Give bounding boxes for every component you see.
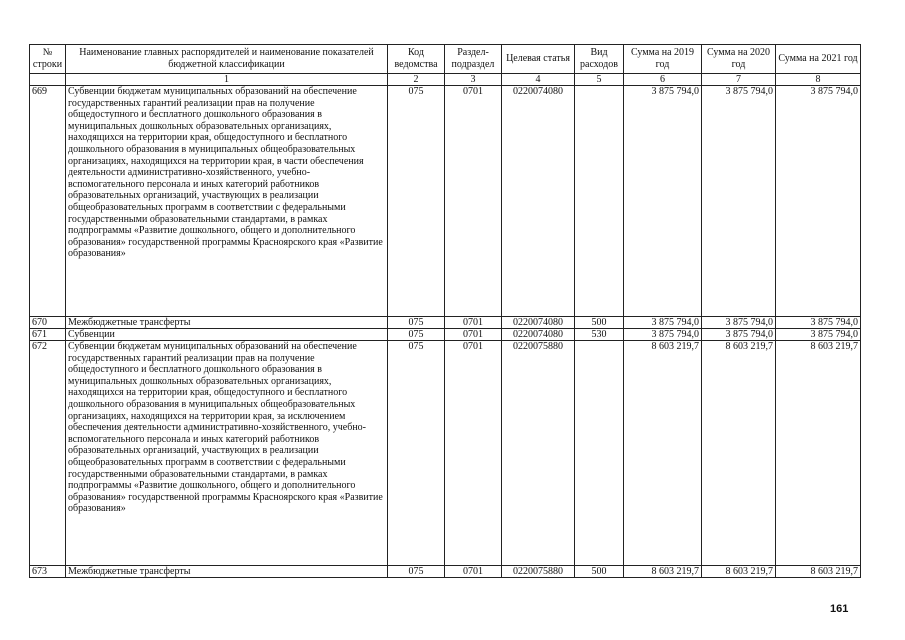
column-number xyxy=(30,74,66,86)
header-sum-2021: Сумма на 2021 год xyxy=(776,45,861,74)
row-expense-type: 530 xyxy=(575,329,624,341)
row-name: Субвенции xyxy=(66,329,388,341)
row-expense-type xyxy=(575,341,624,566)
table-row xyxy=(30,341,861,566)
row-expense-type: 500 xyxy=(575,317,624,329)
row-target-article: 0220075880 xyxy=(502,566,575,578)
column-number: 3 xyxy=(445,74,502,86)
table-row xyxy=(30,566,861,578)
row-section: 0701 xyxy=(445,566,502,578)
row-sum-2020: 8 603 219,7 xyxy=(702,566,776,578)
header-section: Раздел-подраздел xyxy=(445,45,502,74)
row-number: 672 xyxy=(30,341,66,566)
row-sum-2021: 3 875 794,0 xyxy=(776,329,861,341)
header-expense-type: Вид расходов xyxy=(575,45,624,74)
row-number: 669 xyxy=(30,86,66,317)
header-row-number: № строки xyxy=(30,45,66,74)
table-header-row xyxy=(30,45,861,74)
header-sum-2020: Сумма на 2020 год xyxy=(702,45,776,74)
row-name: Межбюджетные трансферты xyxy=(66,566,388,578)
row-expense-type xyxy=(575,86,624,317)
row-expense-type: 500 xyxy=(575,566,624,578)
column-number: 5 xyxy=(575,74,624,86)
row-section: 0701 xyxy=(445,329,502,341)
row-dept-code: 075 xyxy=(388,86,445,317)
row-sum-2019: 3 875 794,0 xyxy=(624,317,702,329)
row-sum-2021: 3 875 794,0 xyxy=(776,86,861,317)
row-number: 670 xyxy=(30,317,66,329)
row-dept-code: 075 xyxy=(388,329,445,341)
row-target-article: 0220075880 xyxy=(502,341,575,566)
row-sum-2021: 8 603 219,7 xyxy=(776,341,861,566)
row-section: 0701 xyxy=(445,86,502,317)
column-number: 7 xyxy=(702,74,776,86)
row-dept-code: 075 xyxy=(388,566,445,578)
row-name: Межбюджетные трансферты xyxy=(66,317,388,329)
row-target-article: 0220074080 xyxy=(502,329,575,341)
column-number-row xyxy=(30,74,861,86)
header-sum-2019: Сумма на 2019 год xyxy=(624,45,702,74)
column-number: 6 xyxy=(624,74,702,86)
table-row xyxy=(30,86,861,317)
row-dept-code: 075 xyxy=(388,317,445,329)
row-section: 0701 xyxy=(445,341,502,566)
row-sum-2021: 8 603 219,7 xyxy=(776,566,861,578)
header-dept-code: Код ведомства xyxy=(388,45,445,74)
table-row xyxy=(30,317,861,329)
row-number: 671 xyxy=(30,329,66,341)
row-sum-2020: 8 603 219,7 xyxy=(702,341,776,566)
row-target-article: 0220074080 xyxy=(502,86,575,317)
header-name: Наименование главных распорядителей и наименование показателей бюджетной классификации xyxy=(66,45,388,74)
row-name: Субвенции бюджетам муниципальных образований на обеспечение государственных гарантий реализации прав на получение общедоступного и бесплатного дошкольного образования в муниципальных дошкольных образовательных организациях, находящихся на территории края, общедоступного и бесплатного дошкольного образования в муниципальных общеобразовательных организациях, находящихся на территории края, в части обеспечения деятельности административно-хозяйственного, учебно-вспомогательного персонала и иных категорий работников образовательных организаций, участвующих в реализации общеобразовательных программ в соответствии с федеральными государственными образовательными стандартами, в рамках подпрограммы «Развитие дошкольного, общего и дополнительного образования» государственной программы Красноярского края «Развитие образования» xyxy=(66,86,388,317)
column-number: 8 xyxy=(776,74,861,86)
row-name: Субвенции бюджетам муниципальных образований на обеспечение государственных гарантий реализации прав на получение общедоступного и бесплатного дошкольного образования в муниципальных дошкольных образовательных организациях, находящихся на территории края, общедоступного и бесплатного дошкольного образования в муниципальных общеобразовательных организациях, находящихся на территории края, за исключением обеспечения деятельности административно-хозяйственного, учебно-вспомогательного персонала и иных категорий работников образовательных организаций, участвующих в реализации общеобразовательных программ в соответствии с федеральными государственными образовательными стандартами, в рамках подпрограммы «Развитие дошкольного, общего и дополнительного образования» государственной программы Красноярского края «Развитие образования» xyxy=(66,341,388,566)
row-sum-2019: 8 603 219,7 xyxy=(624,341,702,566)
row-sum-2019: 8 603 219,7 xyxy=(624,566,702,578)
column-number: 1 xyxy=(66,74,388,86)
budget-table xyxy=(29,44,861,578)
row-target-article: 0220074080 xyxy=(502,317,575,329)
page-number: 161 xyxy=(830,603,849,615)
row-sum-2019: 3 875 794,0 xyxy=(624,86,702,317)
row-sum-2019: 3 875 794,0 xyxy=(624,329,702,341)
row-sum-2020: 3 875 794,0 xyxy=(702,317,776,329)
table-row xyxy=(30,329,861,341)
column-number: 2 xyxy=(388,74,445,86)
row-number: 673 xyxy=(30,566,66,578)
row-sum-2021: 3 875 794,0 xyxy=(776,317,861,329)
row-dept-code: 075 xyxy=(388,341,445,566)
column-number: 4 xyxy=(502,74,575,86)
row-section: 0701 xyxy=(445,317,502,329)
header-target-article: Целевая статья xyxy=(502,45,575,74)
row-sum-2020: 3 875 794,0 xyxy=(702,329,776,341)
row-sum-2020: 3 875 794,0 xyxy=(702,86,776,317)
